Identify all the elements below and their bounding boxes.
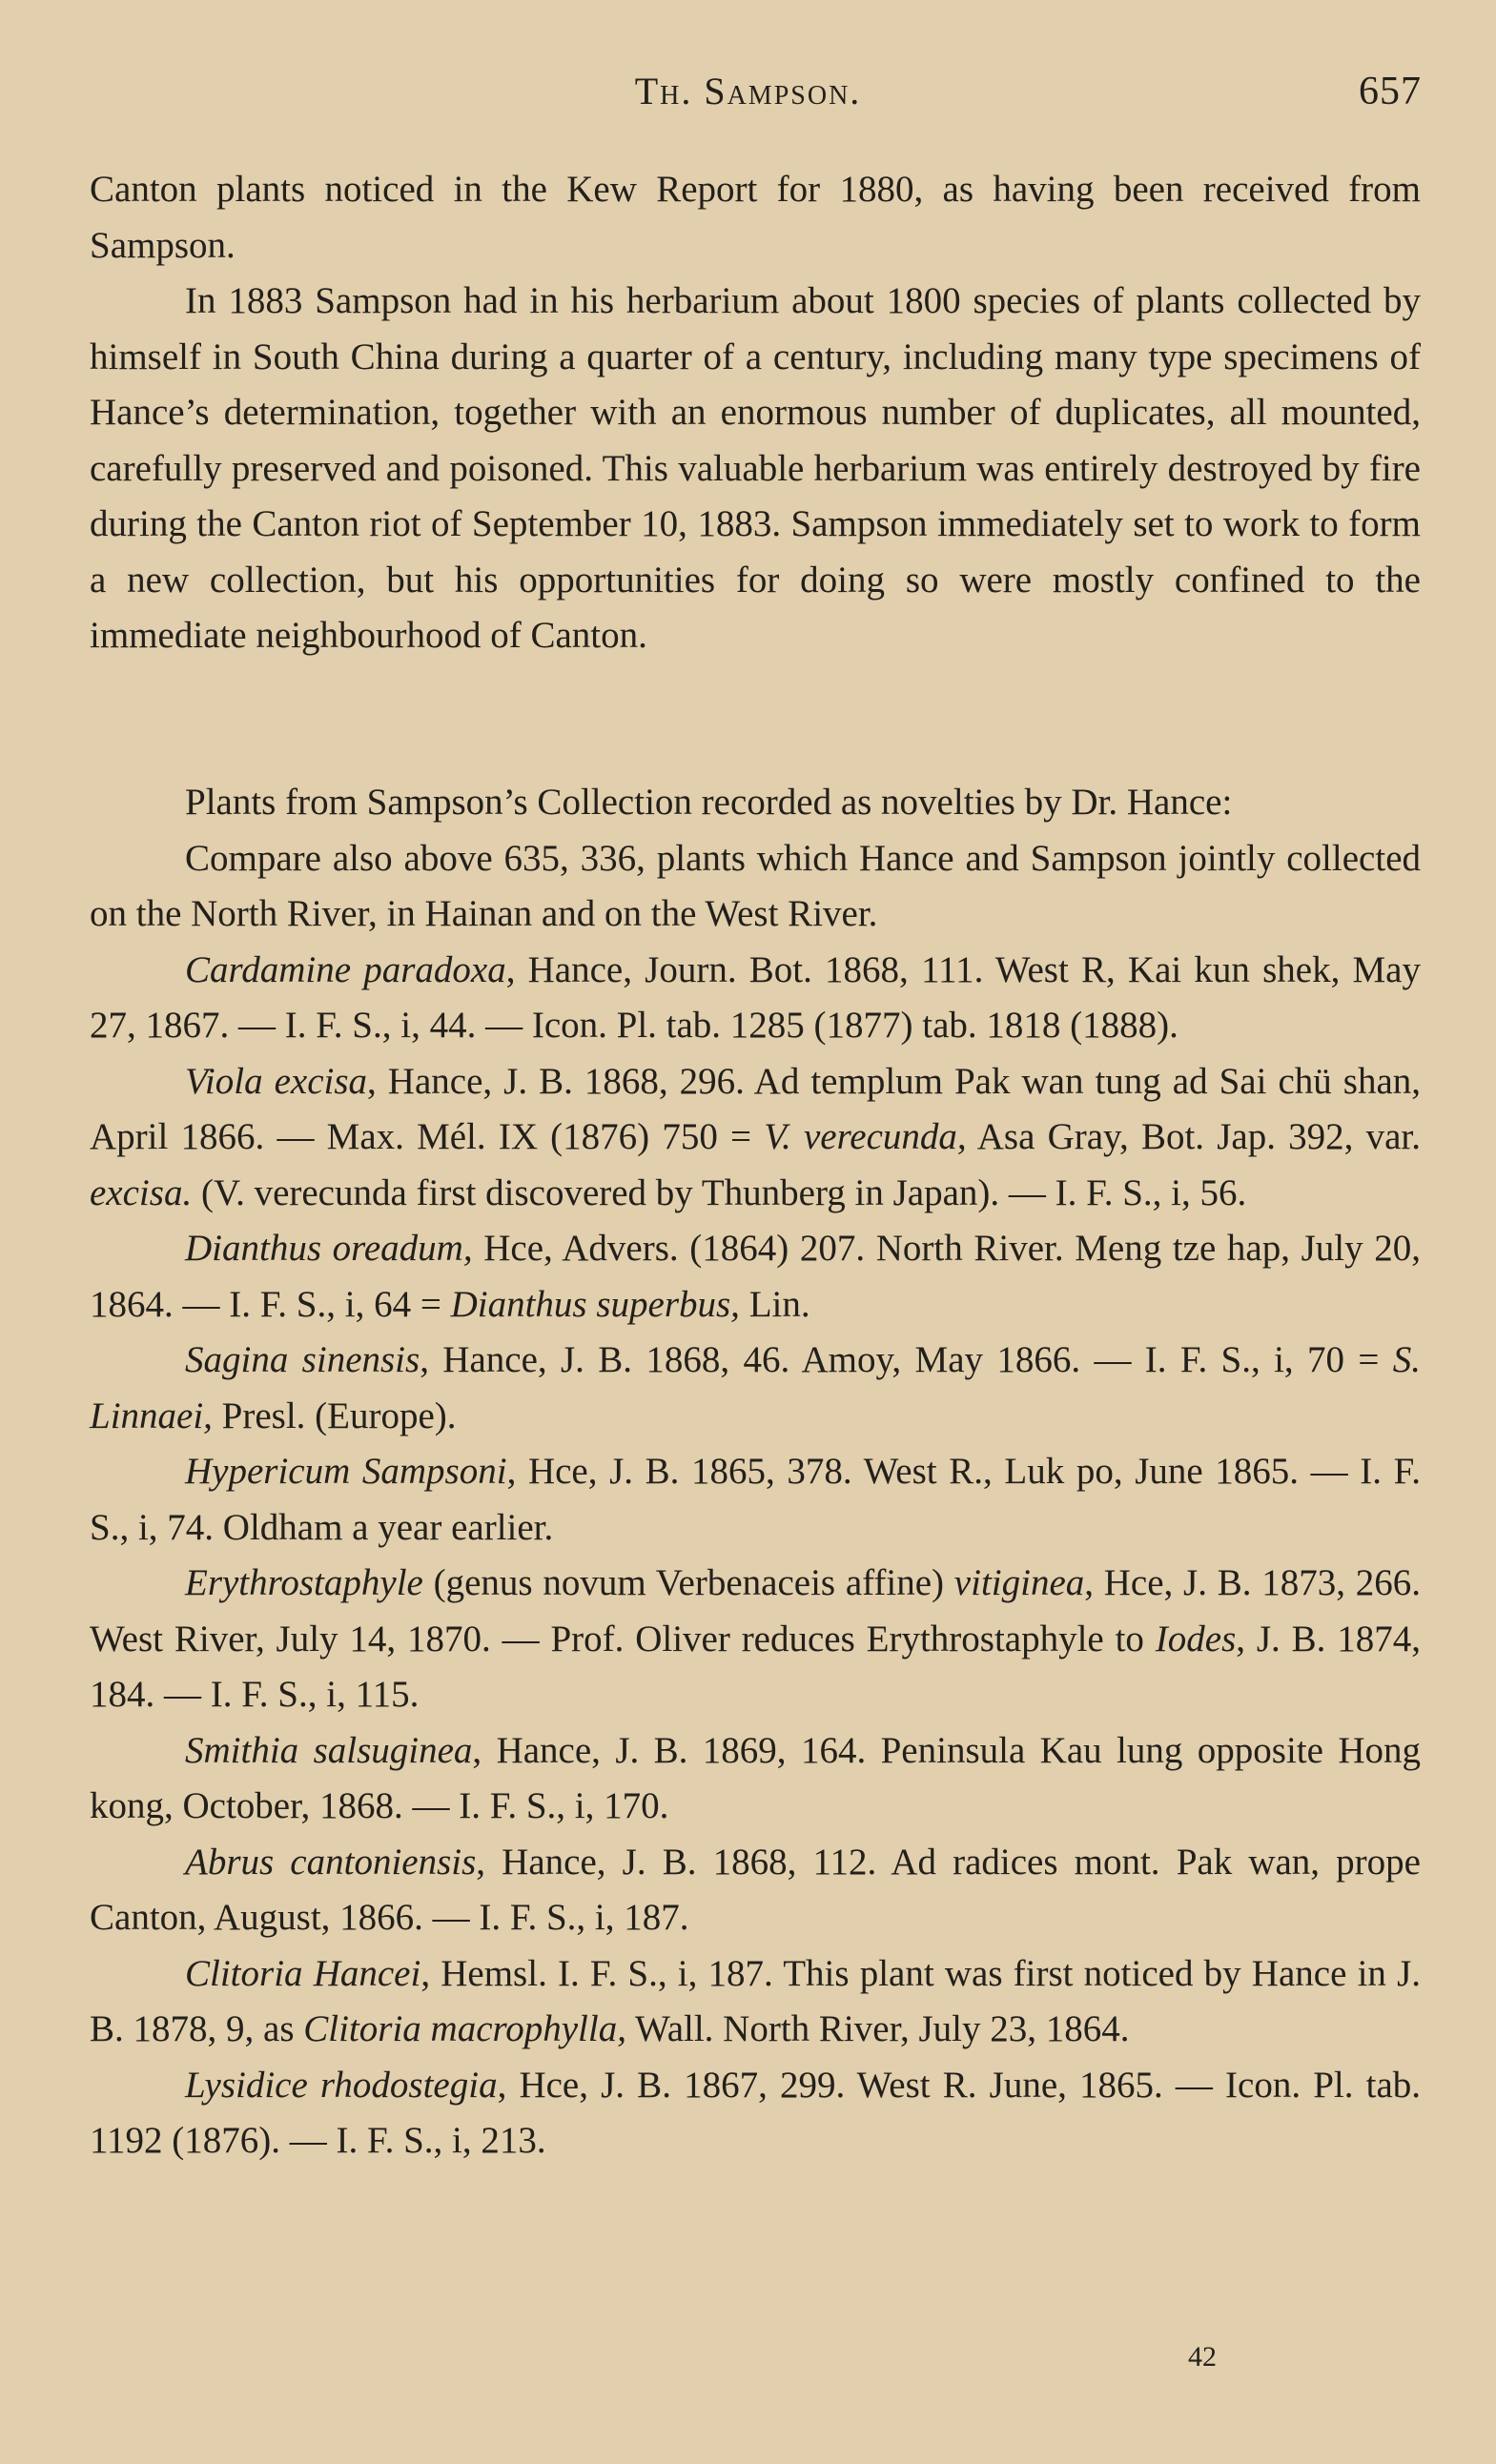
- species-name: Dianthus oreadum,: [185, 1228, 473, 1269]
- entry-citation: , Hance, Journ. Bot. 1868, 111. West R, Kai kun shek, May 27, 1867. — I. F. S., i, 44. — Icon. Pl. tab. 1285 (1877) tab. 1818 (1888).: [90, 948, 1421, 1046]
- entry-citation: , Hance, J. B. 1868, 296. Ad templum Pak wan tung ad Sai chü shan, April 1866. — Max. Mél. IX (1876) 750 =: [90, 1060, 1421, 1157]
- species-name: Viola excisa: [185, 1060, 368, 1102]
- synonym-name: Iodes: [1155, 1618, 1237, 1660]
- entry-citation: , J. B. 1874, 184. — I. F. S., i, 115.: [90, 1618, 1421, 1715]
- species-name: Hypericum Sampsoni: [185, 1451, 507, 1492]
- entry-citation: , Hance, J. B. 1869, 164. Peninsula Kau lung opposite Hong kong, October, 1868. — I. F. S., i, 170.: [90, 1729, 1422, 1826]
- species-entry-lysidice: [90, 2058, 1421, 2169]
- paragraph-herbarium-history: In 1883 Sampson had in his herbarium about 1800 species of plants collected by himself in South China during a quarter of a century, including many type specimens of Hance’s determination, together with an enormous number of duplicates, all mounted, carefully preserved and poisoned. This valuable herbarium was entirely destroyed by fire during the Canton riot of September 10, 1883. Sampson immediately set to work to form a new collection, but his opportunities for doing so were mostly confined to the immediate neighbourhood of Canton.: [90, 280, 1421, 656]
- entry-citation: , Hance, J. B. 1868, 112. Ad radices mont. Pak wan, prope Canton, August, 1866. — I. F. S., i, 187.: [90, 1841, 1421, 1938]
- entry-citation: Presl. (Europe).: [212, 1395, 457, 1436]
- species-name: Smithia salsuginea: [185, 1729, 473, 1771]
- entry-citation: , Hce, J. B. 1865, 378. West R., Luk po, June 1865. — I. F. S., i, 74. Oldham a year earlier.: [90, 1451, 1421, 1548]
- species-entry-viola: [90, 1054, 1421, 1222]
- genus-name: Erythrostaphyle: [185, 1562, 423, 1603]
- entry-citation: , Hce, J. B. 1873, 266. West River, July 14, 1870. — Prof. Oliver reduces Erythrostaphyle to: [90, 1562, 1421, 1660]
- entry-citation: Asa Gray, Bot. Jap. 392, var.: [966, 1116, 1421, 1157]
- page-header: [0, 69, 1496, 122]
- species-entry-abrus: [90, 1835, 1421, 1946]
- running-head: Th. Sampson.: [634, 70, 862, 112]
- entry-citation: Lin.: [739, 1283, 810, 1325]
- species-entry-erythrostaphyle: [90, 1556, 1421, 1723]
- species-name: Sagina sinensis: [185, 1339, 420, 1380]
- species-entry-cardamine: [90, 943, 1421, 1054]
- species-entry-clitoria: [90, 1946, 1421, 2058]
- species-name: Lysidice rhodostegia: [185, 2064, 498, 2106]
- species-list: [90, 775, 1421, 2169]
- species-epithet: vitiginea: [953, 1562, 1085, 1603]
- species-name: Abrus cantoniensis: [185, 1841, 477, 1883]
- synonym-name: V. verecunda,: [764, 1116, 967, 1157]
- paragraph-kew-report: Canton plants noticed in the Kew Report for 1880, as having been received from Sampson.: [90, 169, 1421, 266]
- entry-citation: Hce, Advers. (1864) 207. North River. Meng tze hap, July 20, 1864. — I. F. S., i, 64 =: [90, 1228, 1422, 1325]
- intro-text: [90, 162, 1421, 664]
- species-entry-smithia: [90, 1723, 1421, 1835]
- species-name: Cardamine paradoxa: [185, 948, 506, 990]
- variety-name: excisa.: [90, 1171, 193, 1213]
- entry-citation: , Hance, J. B. 1868, 46. Amoy, May 1866. — I. F. S., i, 70 =: [420, 1339, 1393, 1380]
- entry-citation: , Hemsl. I. F. S., i, 187. This plant was first noticed by Hance in J. B. 1878, 9, as: [90, 1952, 1421, 2049]
- page-number: 657: [1359, 70, 1422, 113]
- printer-signature-mark: 42: [1188, 2341, 1217, 2372]
- species-entry-sagina: [90, 1333, 1421, 1444]
- synonym-name: Clitoria macrophylla,: [303, 2008, 626, 2049]
- synonym-name: S. Linnaei,: [90, 1339, 1421, 1436]
- entry-citation: (genus novum Verbenaceis affine): [422, 1562, 954, 1603]
- species-name: Clitoria Hancei: [185, 1952, 421, 1994]
- synonym-name: Dianthus superbus,: [450, 1283, 740, 1325]
- entry-citation: Wall. North River, July 23, 1864.: [625, 2008, 1130, 2049]
- entry-citation: (V. verecunda first discovered by Thunberg in Japan). — I. F. S., i, 56.: [192, 1171, 1247, 1213]
- species-entry-dianthus: [90, 1221, 1421, 1333]
- list-note: Compare also above 635, 336, plants which Hance and Sampson jointly collected on the North River, in Hainan and on the West River.: [90, 837, 1421, 934]
- species-entry-hypericum: [90, 1444, 1421, 1556]
- entry-citation: , Hce, J. B. 1867, 299. West R. June, 1865. — Icon. Pl. tab. 1192 (1876). — I. F. S., i, 213.: [90, 2064, 1422, 2161]
- list-heading: Plants from Sampson’s Collection recorded as novelties by Dr. Hance:: [185, 782, 1233, 823]
